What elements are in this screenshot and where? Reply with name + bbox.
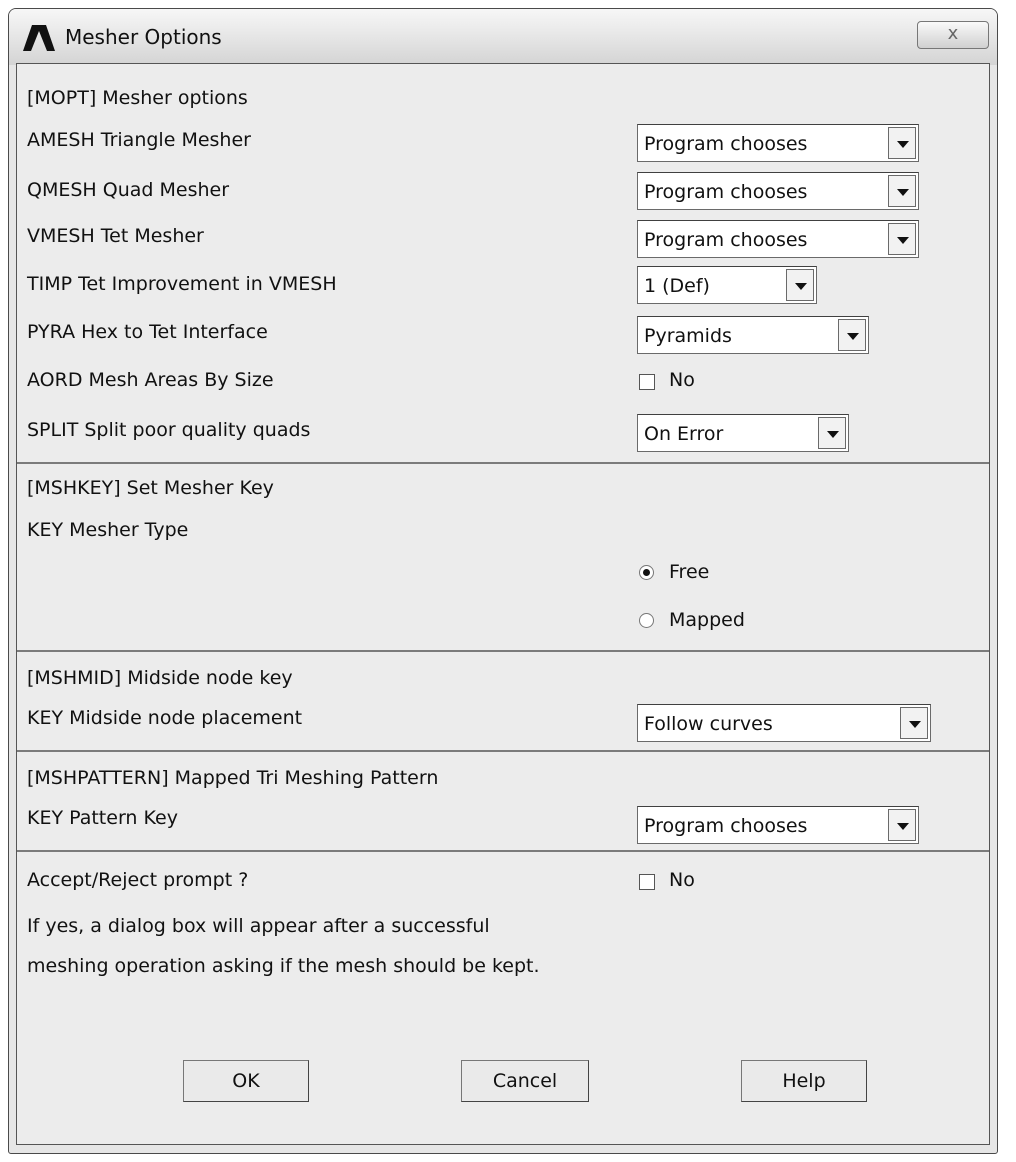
amesh-label: AMESH Triangle Mesher [27, 129, 251, 151]
mshmid-section [17, 652, 989, 752]
chevron-down-icon [897, 189, 909, 196]
pyra-select[interactable] [637, 316, 869, 354]
accept-reject-checkbox-label: No [669, 869, 695, 891]
timp-dropdown-button[interactable] [786, 269, 814, 301]
chevron-down-icon [795, 283, 807, 290]
radio-selected-dot-icon [643, 569, 650, 576]
timp-value: 1 (Def) [644, 275, 710, 297]
mopt-section [17, 64, 989, 464]
vmesh-value: Program chooses [644, 229, 808, 251]
timp-label: TIMP Tet Improvement in VMESH [27, 273, 337, 295]
chevron-down-icon [897, 237, 909, 244]
mshmid-dropdown-button[interactable] [900, 707, 928, 739]
pyra-dropdown-button[interactable] [838, 319, 866, 351]
cancel-button[interactable]: Cancel [461, 1060, 589, 1102]
vmesh-label: VMESH Tet Mesher [27, 225, 204, 247]
mshmid-value: Follow curves [644, 713, 773, 735]
mshmid-header: [MSHMID] Midside node key [27, 667, 293, 689]
chevron-down-icon [827, 431, 839, 438]
vmesh-dropdown-button[interactable] [888, 223, 916, 255]
chevron-down-icon [847, 333, 859, 340]
split-label: SPLIT Split poor quality quads [27, 419, 311, 441]
chevron-down-icon [897, 823, 909, 830]
amesh-value: Program chooses [644, 133, 808, 155]
amesh-dropdown-button[interactable] [888, 127, 916, 159]
mesher-options-dialog [8, 8, 998, 1154]
accept-help-text-line2: meshing operation asking if the mesh should be kept. [27, 955, 540, 977]
radio-mapped-label: Mapped [669, 609, 745, 631]
close-button[interactable] [917, 21, 989, 49]
chevron-down-icon [909, 721, 921, 728]
title-bar[interactable] [9, 9, 997, 65]
mshkey-header: [MSHKEY] Set Mesher Key [27, 477, 274, 499]
aord-checkbox-label: No [669, 369, 695, 391]
qmesh-select[interactable] [637, 172, 919, 210]
radio-free-label: Free [669, 561, 710, 583]
amesh-select[interactable] [637, 124, 919, 162]
mshkey-key-label: KEY Mesher Type [27, 519, 189, 541]
mshpattern-key-label: KEY Pattern Key [27, 807, 178, 829]
mshpattern-value: Program chooses [644, 815, 808, 837]
mshmid-select[interactable] [637, 704, 931, 742]
split-dropdown-button[interactable] [818, 417, 846, 449]
mshpattern-section [17, 752, 989, 852]
accept-reject-label: Accept/Reject prompt ? [27, 869, 249, 891]
mopt-header: [MOPT] Mesher options [27, 87, 248, 109]
qmesh-value: Program chooses [644, 181, 808, 203]
radio-free[interactable] [639, 565, 654, 580]
mshpattern-select[interactable] [637, 806, 919, 844]
chevron-down-icon [897, 141, 909, 148]
vmesh-select[interactable] [637, 220, 919, 258]
pyra-value: Pyramids [644, 325, 732, 347]
accept-help-text-line1: If yes, a dialog box will appear after a successful [27, 915, 490, 937]
window-title: Mesher Options [65, 25, 222, 49]
mshpattern-header: [MSHPATTERN] Mapped Tri Meshing Pattern [27, 767, 439, 789]
pyra-label: PYRA Hex to Tet Interface [27, 321, 268, 343]
aord-checkbox[interactable] [639, 374, 655, 390]
ok-button[interactable]: OK [183, 1060, 309, 1102]
aord-label: AORD Mesh Areas By Size [27, 369, 274, 391]
mshpattern-dropdown-button[interactable] [888, 809, 916, 841]
timp-select[interactable] [637, 266, 817, 304]
qmesh-label: QMESH Quad Mesher [27, 179, 230, 201]
close-icon: x [947, 23, 959, 44]
accept-reject-checkbox[interactable] [639, 874, 655, 890]
mshkey-section [17, 464, 989, 652]
split-select[interactable] [637, 414, 849, 452]
mshmid-key-label: KEY Midside node placement [27, 707, 303, 729]
qmesh-dropdown-button[interactable] [888, 175, 916, 207]
dialog-body [16, 63, 990, 1145]
ansys-logo-icon [23, 25, 55, 51]
split-value: On Error [644, 423, 724, 445]
help-button[interactable]: Help [741, 1060, 867, 1102]
radio-mapped[interactable] [639, 613, 654, 628]
